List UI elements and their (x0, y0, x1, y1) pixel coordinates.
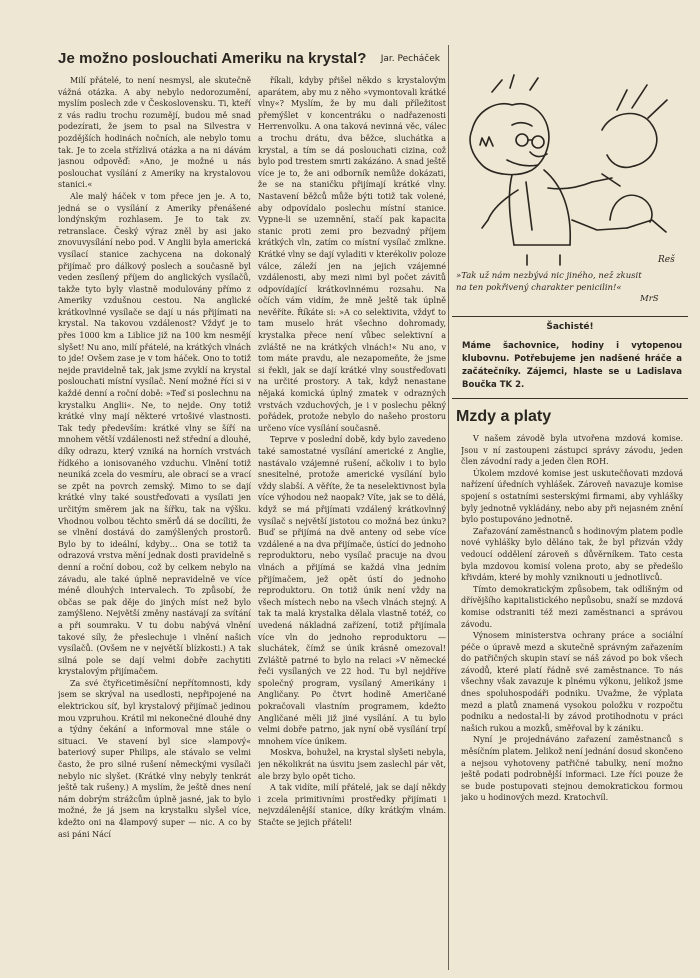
cartoon-signature: Reš (658, 255, 675, 265)
chess-heading: Šachisté! (546, 322, 594, 332)
wages-column (461, 433, 683, 970)
paragraph: A tak vidíte, milí přátelé, jak se dají někdy i zcela primitivními prostředky přijímati i nejvzdálenější stanice, díky krátkým vlnám. Stačte se jejich přáteli! (258, 783, 446, 827)
cartoon-illustration (452, 70, 690, 270)
wages-title: Mzdy a platy (456, 408, 552, 425)
paragraph: Ale malý háček v tom přece jen je. A to, jedná se o vysílání z Ameriky přenášené londýnským rozhlasem. Je to tak zv. retranslace. Český výraz zněl by asi jako znovuvysílání nebo pod. V Anglii byla americká vysílací stanice zachycena na dokonalý přijímač pro dálkový poslech a současně byl veden zesílený příjem do anglických vysílačů, takže tyto byly vlastně modulovány přímo z Ameriky vzdušnou cestou. Na anglické krátkovlnné vysílače se dají u nás přijímati na krystal. Na takovou vzdálenost? Vždyť je to přes 1000 km a Liblice již na 100 km nesmějí slyšet! Nu ano, milí přátelé, na krátkých vlnách to jde! Ovšem zase je v tom háček. Ono to totiž nejde pravidelně tak, jak jsme zvyklí na krystal poslouchati místní vysílač. Není možné říci si v každé denní a roční době: »Teď si poslechnu na krystalku Anglii«. Ne, to nejde. Ony totiž krátké vlny mají některé vrtošivé vlastnosti. Tak tedy především: krátké vlny se šíří na mnohem větší vzdálenosti než střední a dlouhé, díky odrazu, který vzniká na horních vrstvách řídkého a ionisovaného vzduchu. Vlnění totiž neuniká zcela do vesmíru, ale obrací se a vrací se zpět na povrch zemský. Mimo to se dají krátké vlny také soustřeďovati a vysílati jen určitým směrem jak na šířku, tak na výšku. Vhodnou volbou těchto směrů dá se docíliti, že se vlnění dostává do zamýšlených prostorů. Bylo by to ideální, kdyby… Ona se totiž ta odrazová vrstva mění jednak dosti pravidelně s denní a roční dobou, což by celkem nebylo na závadu, ale také úplně nepravidelně ve více méně dlouhých intervalech. To způsobí, že občas se pak děje do jiných míst než bylo zamýšleno. Největší změny nastávají za svítání a při soumraku. V tu dobu nabývá vlnění takové síly, že přeslechuje i vlnění našich vysílačů. (Ovšem ne v největší blízkosti.) A tak silná pole se dají velmi dobře zachytiti krystalovým přijímačem. (58, 191, 251, 677)
paragraph: Moskva, bohužel, na krystal slyšeti nebyla, jen několikrát na úsvitu jsem zaslechl pár vět, ale brzy bylo opět ticho. (258, 748, 446, 781)
article-author: Jar. Pecháček (380, 54, 440, 64)
article-title: Je možno poslouchati Ameriku na krystal? (58, 50, 367, 67)
paragraph: Teprve v poslední době, kdy bylo zavedeno také samostatné vysílání americké z Anglie, nastávalo vzájemné rušení, ačkoliv i to bylo snesitelné, protože americké vysílání bylo vždy slabší. A věříte, že ta neselektivnost byla více výhodou než naopak? Víte, jak se to dělá, když se má přijímati vzdálený krátkovlnný vysílač s největší jistotou co možná bez únku? Buď se přijímá na dvě anteny od sebe více vzdálené a na dva přijímače, ústící do jednoho reproduktoru, nebo vysílač pracuje na dvou vlnách a přijímá se každá vlna jedním přijímačem, jež opět ústí do jednoho reproduktoru. On totiž únik není vždy na všech místech nebo na všech vlnách stejný. A tak ta malá krystalka dělala vlastně totéž, co uvedená nákladná zařízení, totiž přijímala více vln do jednoho reproduktoru — sluchátek, čímž se únik krásně omezoval! Zvláště patrné to bylo na relaci »V německé řeči vysílaných ve 22 hod. Tu byl nejdříve společný program, vysílaný Amerikány i Angličany. Po čtvrt hodině Američané pokračovali vlastním programem, kdežto Angličané měli již jiné vysílání. A tu bylo velmi dobře patrno, jak nyní obě vysílání trpí mnohem více únikem. (258, 435, 446, 746)
cartoon-caption-author: MrS (640, 294, 659, 304)
paragraph: Výnosem ministerstva ochrany práce a sociální péče o úpravě mezd a skutečně správným zařazením do patřičných skupin staví se náš závod po bok všech závodů, které platí řádně své zaměstnance. To nás všechny však zavazuje k plnému výkonu, jelikož jsme dnes spoluhospodáři podniku. Uvažme, že výplata mezd a platů znamená vysokou položku v rozpočtu podniku a nedostal-li by závod protihodnotu v práci našich rukou a mozků, směřoval by k zániku. (461, 631, 683, 733)
paragraph: V našem závodě byla utvořena mzdová komise. Jsou v ní zastoupeni zástupci správy závodu, jeden člen závodní rady a jeden člen ROH. (461, 434, 683, 467)
article-column-2 (258, 75, 446, 970)
article-column-1 (58, 75, 251, 970)
cartoon-caption: »Tak už nám nezbývá nic jiného, než zkusit na ten pokřivený charakter penicilin!« (456, 271, 642, 293)
paragraph: Zařazování zaměstnanců s hodinovým platem podle nové vyhlášky bylo děláno tak, že byl přizván vždy vedoucí oddělení zároveň s důvěrníkem. Tato cesta byla mzdovou komisí volena proto, aby se předešlo křivdám, které by mohly vzniknouti u jednotlivců. (461, 526, 683, 583)
column-divider (448, 45, 449, 970)
paragraph: říkali, kdyby přišel někdo s krystalovým aparátem, aby mu z něho »vymontovali krátké vlny«? Myslím, že by mu dali příležitost přemýšlet v koncentráku o nadřazenosti Herrenvolku. A ona taková nevinná věc, válec a trochu drátu, dva běžce, sluchátka a krystal, a tím se dá poslouchati cizina, což bylo pod trestem smrti zakázáno. A snad ještě více je to, že ani odborník nemůže dokázati, že se na staničku přijímají krátké vlny. Nastavení běžců může býti totiž tak volené, aby odpovídalo poslechu místní stanice. Vypne-li se uzemnění, stačí pak kapacita stanic proti zemi pro bezvadný příjem krátkých vln, zatím co místní vysílač zmlkne. Krátké vlny se dají vyladiti v kterékoliv poloze válce, záleží jen na jejich vzájemné vzdálenosti, aby mezi nimi byl počet závitů odpovídající krátkovlnnému rozsahu. Na očích vám vidím, že mně ještě tak úplně nevěříte. Říkáte si: »A co selektivita, vždyť to tam muselo hrát všechno dohromady, krystalka přece není vůbec selektivní a zvláště ne na krátkých vlnách!« Nu ano, v tom máte pravdu, ale nezapomeňte, že jsme si řekli, jak se dají krátké vlny soustřeďovati na určité prostory. A tak, když nenastane nějaká komická úplný zmatek v odrazných vrstvách vzduchových, je i v poslechu pěkný pořádek, protože nebylo do našeho prostoru určeno více vysílání současně. (258, 76, 446, 433)
chess-notice: Máme šachovnice, hodiny i vytopenou klubovnu. Potřebujeme jen nadšené hráče a začátečníky. Zájemci, hlaste se u Ladislava Boučka TK 2. (462, 341, 682, 390)
section-divider (452, 398, 688, 399)
paragraph: Za své čtyřicetiměsíční nepřítomnosti, kdy jsem se skrýval na usedlosti, nepřipojené na elektrickou síť, byl krystalový přijímač jedinou mou vzpruhou. Krátil mi nekonečné dlouhé dny a týdny čekání a informoval mne stále o situaci. Ve stavení byl sice »lampový« bateriový super Philips, ale stávalo se velmi často, že pro silné rušení německými vysílači nebylo nic slyšet. (Krátké vlny nebyly tenkrát ještě tak rušeny.) A myslím, že ještě dnes není nám dobrým strážcům úplně jasné, jak to bylo možné, že já jsem na krystalku slyšel více, kdežto oni na 4lampový super — nic. A co by asi páni Nácí (58, 678, 251, 839)
paragraph: Milí přátelé, to není nesmysl, ale skutečně vážná otázka. A aby nebylo nedorozumění, myslím poslech zde v Československu. Ti, kteří z vás radiu trochu rozumějí, budou mě snad podezírati, že jsem to psal na Silvestra v pozdějších hodinách nočních, ale nebylo tomu tak. Je to zcela střízlivá otázka a na ni dávám jasnou odpověď: »Ano, je možné u nás poslouchat vysílání z Ameriky na krystalovou stanici.« (58, 76, 251, 190)
section-divider (452, 316, 688, 317)
paragraph: Tímto demokratickým způsobem, tak odlišným od dřívějšího kapitalistického nepůsobu, snaží se mzdová komise odstraniti též mezi zaměstnanci a správou závodu. (461, 584, 683, 629)
paragraph: Úkolem mzdové komise jest uskutečňovati mzdová nařízení úředních vyhlášek. Zároveň navazuje komise spojení s ostatními sesterskými firmami, aby vyhlášky byly jednotně vykládány, nebo aby při nejasném znění bylo postupováno jednotně. (461, 468, 683, 525)
paragraph: Nyní je projednáváno zařazení zaměstnanců s měsíčním platem. Jelikož není jednání dosud skončeno a nejsou vyhotoveny patřičné tabulky, není možno ještě podati podrobnější informaci. Lze říci pouze že se bude postupovati stejnou demokratickou formou jako u hodinových mezd. Kratochvíl. (461, 735, 683, 803)
